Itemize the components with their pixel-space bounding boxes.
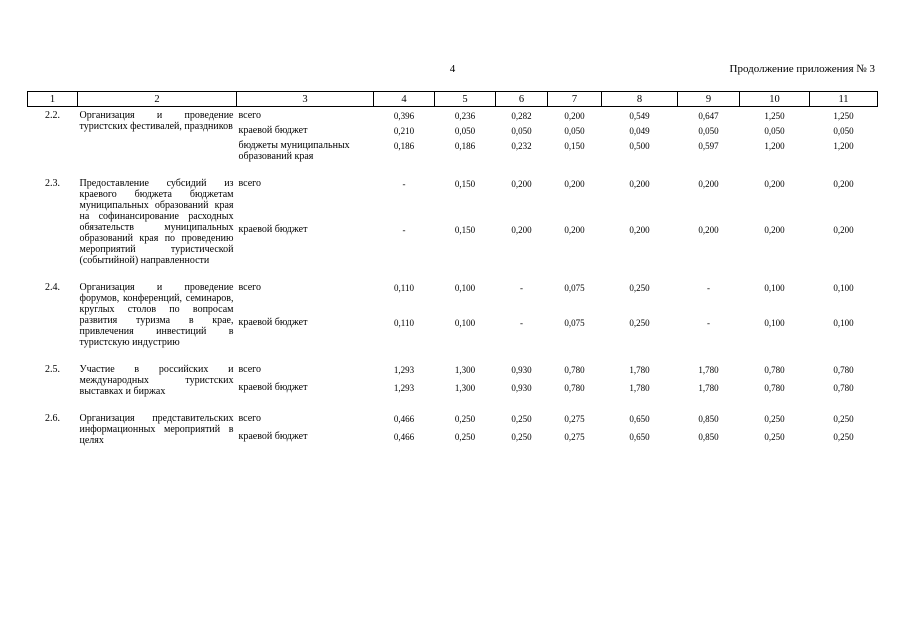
appendix-caption: Продолжение приложения № 3 bbox=[729, 63, 875, 75]
funding-source: краевой бюджет bbox=[238, 316, 308, 328]
section-number: 2.3. bbox=[45, 178, 60, 189]
column-header: 2 bbox=[78, 92, 237, 107]
value-cell: 0,186 bbox=[393, 141, 415, 151]
value-cell: 0,200 bbox=[564, 224, 585, 235]
value-cell: 0,150 bbox=[564, 141, 585, 151]
value-cell: 0,250 bbox=[454, 414, 476, 424]
column-header: 11 bbox=[810, 92, 878, 107]
table-row bbox=[28, 410, 878, 428]
funding-source: бюджеты муниципальных образований края bbox=[238, 140, 350, 162]
table-row bbox=[28, 107, 878, 123]
value-cell: 0,075 bbox=[564, 283, 585, 293]
value-cell: 0,549 bbox=[629, 111, 650, 121]
value-cell: 1,293 bbox=[393, 365, 415, 375]
value-cell: 0,930 bbox=[511, 365, 532, 375]
value-cell: 0,780 bbox=[764, 365, 785, 375]
value-cell: - bbox=[520, 317, 523, 328]
funding-source: всего bbox=[238, 364, 262, 375]
value-cell: - bbox=[707, 317, 710, 328]
column-header: 9 bbox=[678, 92, 740, 107]
value-cell: 0,050 bbox=[564, 126, 585, 136]
value-cell: 0,647 bbox=[698, 111, 719, 121]
funding-source: всего bbox=[238, 282, 262, 293]
budget-table bbox=[27, 91, 878, 446]
funding-source: краевой бюджет bbox=[238, 125, 308, 136]
value-cell: 1,300 bbox=[454, 383, 476, 393]
value-cell: - bbox=[707, 283, 710, 293]
value-cell: 0,100 bbox=[833, 317, 854, 328]
value-cell: 0,100 bbox=[833, 283, 854, 293]
value-cell: 0,466 bbox=[393, 414, 415, 424]
value-cell: 0,200 bbox=[564, 111, 585, 121]
value-cell: 0,780 bbox=[564, 383, 585, 393]
value-cell: 0,850 bbox=[698, 414, 719, 424]
section-description: Организация представительских информационных мероприятий в целях bbox=[79, 413, 234, 446]
value-cell: 0,250 bbox=[454, 432, 476, 442]
value-cell: 0,110 bbox=[394, 317, 414, 328]
value-cell: 0,650 bbox=[629, 414, 650, 424]
table-header bbox=[28, 92, 878, 107]
value-cell: 0,050 bbox=[454, 126, 476, 136]
section-description: Организация и проведение форумов, конференций, семинаров, круглых столов по вопросам развития туризма в крае, привлечения инвестиций в туристскую индустрию bbox=[79, 282, 234, 348]
section-gap bbox=[28, 348, 878, 361]
value-cell: 0,200 bbox=[629, 224, 650, 235]
value-cell: 0,200 bbox=[833, 179, 854, 189]
value-cell: 0,250 bbox=[833, 414, 854, 424]
value-cell: 1,300 bbox=[454, 365, 476, 375]
column-header: 4 bbox=[374, 92, 435, 107]
value-cell: 0,110 bbox=[394, 283, 414, 293]
funding-source: всего bbox=[238, 413, 262, 424]
value-cell: 0,200 bbox=[698, 179, 719, 189]
gap-cell bbox=[28, 162, 878, 175]
value-cell: 0,200 bbox=[511, 179, 532, 189]
value-cell: 0,100 bbox=[454, 317, 476, 328]
column-header: 3 bbox=[237, 92, 374, 107]
value-cell: 0,100 bbox=[764, 283, 785, 293]
column-header: 6 bbox=[496, 92, 548, 107]
value-cell: 0,200 bbox=[764, 179, 785, 189]
section-description: Участие в российских и международных туристских выставках и биржах bbox=[79, 364, 234, 397]
value-cell: 0,075 bbox=[564, 317, 585, 328]
value-cell: 0,200 bbox=[698, 224, 719, 235]
value-cell: 0,282 bbox=[511, 111, 532, 121]
value-cell: 0,232 bbox=[511, 141, 532, 151]
column-header: 8 bbox=[602, 92, 678, 107]
value-cell: 0,250 bbox=[511, 432, 532, 442]
value-cell: 0,100 bbox=[454, 283, 476, 293]
value-cell: 0,780 bbox=[564, 365, 585, 375]
value-cell: 0,275 bbox=[564, 432, 585, 442]
value-cell: 0,200 bbox=[629, 179, 650, 189]
value-cell: 0,050 bbox=[511, 126, 532, 136]
value-cell: 0,250 bbox=[764, 432, 785, 442]
value-cell: 0,250 bbox=[629, 317, 650, 328]
section-description: Организация и проведение туристских фестивалей, праздников bbox=[79, 110, 234, 132]
value-cell: 1,780 bbox=[698, 365, 719, 375]
table-row bbox=[28, 279, 878, 314]
column-header: 7 bbox=[548, 92, 602, 107]
gap-cell bbox=[28, 348, 878, 361]
value-cell: 0,500 bbox=[629, 141, 650, 151]
value-cell: 0,210 bbox=[393, 126, 415, 136]
value-cell: 1,200 bbox=[833, 141, 854, 151]
value-cell: 0,597 bbox=[698, 141, 719, 151]
section-gap bbox=[28, 162, 878, 175]
section-description: Предоставление субсидий из краевого бюджета бюджетам муниципальных образований края на софинансирование расходных обязательств муниципальных образований края по проведению мероприятий туристической (событийной) направленности bbox=[79, 178, 234, 266]
value-cell: 0,236 bbox=[454, 111, 476, 121]
value-cell: 0,050 bbox=[764, 126, 785, 136]
value-cell: 0,200 bbox=[833, 224, 854, 235]
value-cell: 0,050 bbox=[698, 126, 719, 136]
funding-source: краевой бюджет bbox=[238, 223, 308, 235]
value-cell: 0,780 bbox=[833, 383, 854, 393]
value-cell: 0,100 bbox=[764, 317, 785, 328]
column-header: 10 bbox=[740, 92, 810, 107]
table-body bbox=[28, 107, 878, 447]
section-number: 2.5. bbox=[45, 364, 60, 375]
table-row bbox=[28, 361, 878, 379]
table-row bbox=[28, 175, 878, 221]
value-cell: 0,200 bbox=[764, 224, 785, 235]
gap-cell bbox=[28, 266, 878, 279]
value-cell: 0,250 bbox=[833, 432, 854, 442]
value-cell: 0,780 bbox=[833, 365, 854, 375]
value-cell: 0,250 bbox=[511, 414, 532, 424]
value-cell: 0,275 bbox=[564, 414, 585, 424]
section-gap bbox=[28, 266, 878, 279]
funding-source: краевой бюджет bbox=[238, 382, 308, 393]
value-cell: 0,650 bbox=[629, 432, 650, 442]
section-number: 2.2. bbox=[45, 110, 60, 121]
value-cell: 0,396 bbox=[393, 111, 415, 121]
value-cell: 1,780 bbox=[629, 383, 650, 393]
value-cell: 1,250 bbox=[764, 111, 785, 121]
value-cell: 0,200 bbox=[564, 179, 585, 189]
value-cell: 0,466 bbox=[393, 432, 415, 442]
funding-source: всего bbox=[238, 110, 262, 121]
header-row bbox=[28, 92, 878, 107]
value-cell: 1,780 bbox=[698, 383, 719, 393]
section-number: 2.6. bbox=[45, 413, 60, 424]
column-header: 5 bbox=[435, 92, 496, 107]
value-cell: 0,150 bbox=[454, 179, 476, 189]
value-cell: 1,780 bbox=[629, 365, 650, 375]
value-cell: 0,850 bbox=[698, 432, 719, 442]
value-cell: - bbox=[402, 179, 406, 189]
value-cell: 0,930 bbox=[511, 383, 532, 393]
page-number: 4 bbox=[449, 63, 456, 75]
funding-source: краевой бюджет bbox=[238, 431, 308, 442]
value-cell: 0,250 bbox=[629, 283, 650, 293]
value-cell: 0,049 bbox=[629, 126, 650, 136]
value-cell: 1,200 bbox=[764, 141, 785, 151]
value-cell: 0,200 bbox=[511, 224, 532, 235]
value-cell: 0,250 bbox=[764, 414, 785, 424]
value-cell: 0,186 bbox=[454, 141, 476, 151]
column-header: 1 bbox=[28, 92, 78, 107]
value-cell: 1,293 bbox=[393, 383, 415, 393]
section-number: 2.4. bbox=[45, 282, 60, 293]
value-cell: - bbox=[520, 283, 523, 293]
section-gap bbox=[28, 397, 878, 410]
gap-cell bbox=[28, 397, 878, 410]
value-cell: - bbox=[402, 224, 406, 235]
value-cell: 0,780 bbox=[764, 383, 785, 393]
value-cell: 1,250 bbox=[833, 111, 854, 121]
value-cell: 0,150 bbox=[454, 224, 476, 235]
value-cell: 0,050 bbox=[833, 126, 854, 136]
funding-source: всего bbox=[238, 178, 262, 189]
